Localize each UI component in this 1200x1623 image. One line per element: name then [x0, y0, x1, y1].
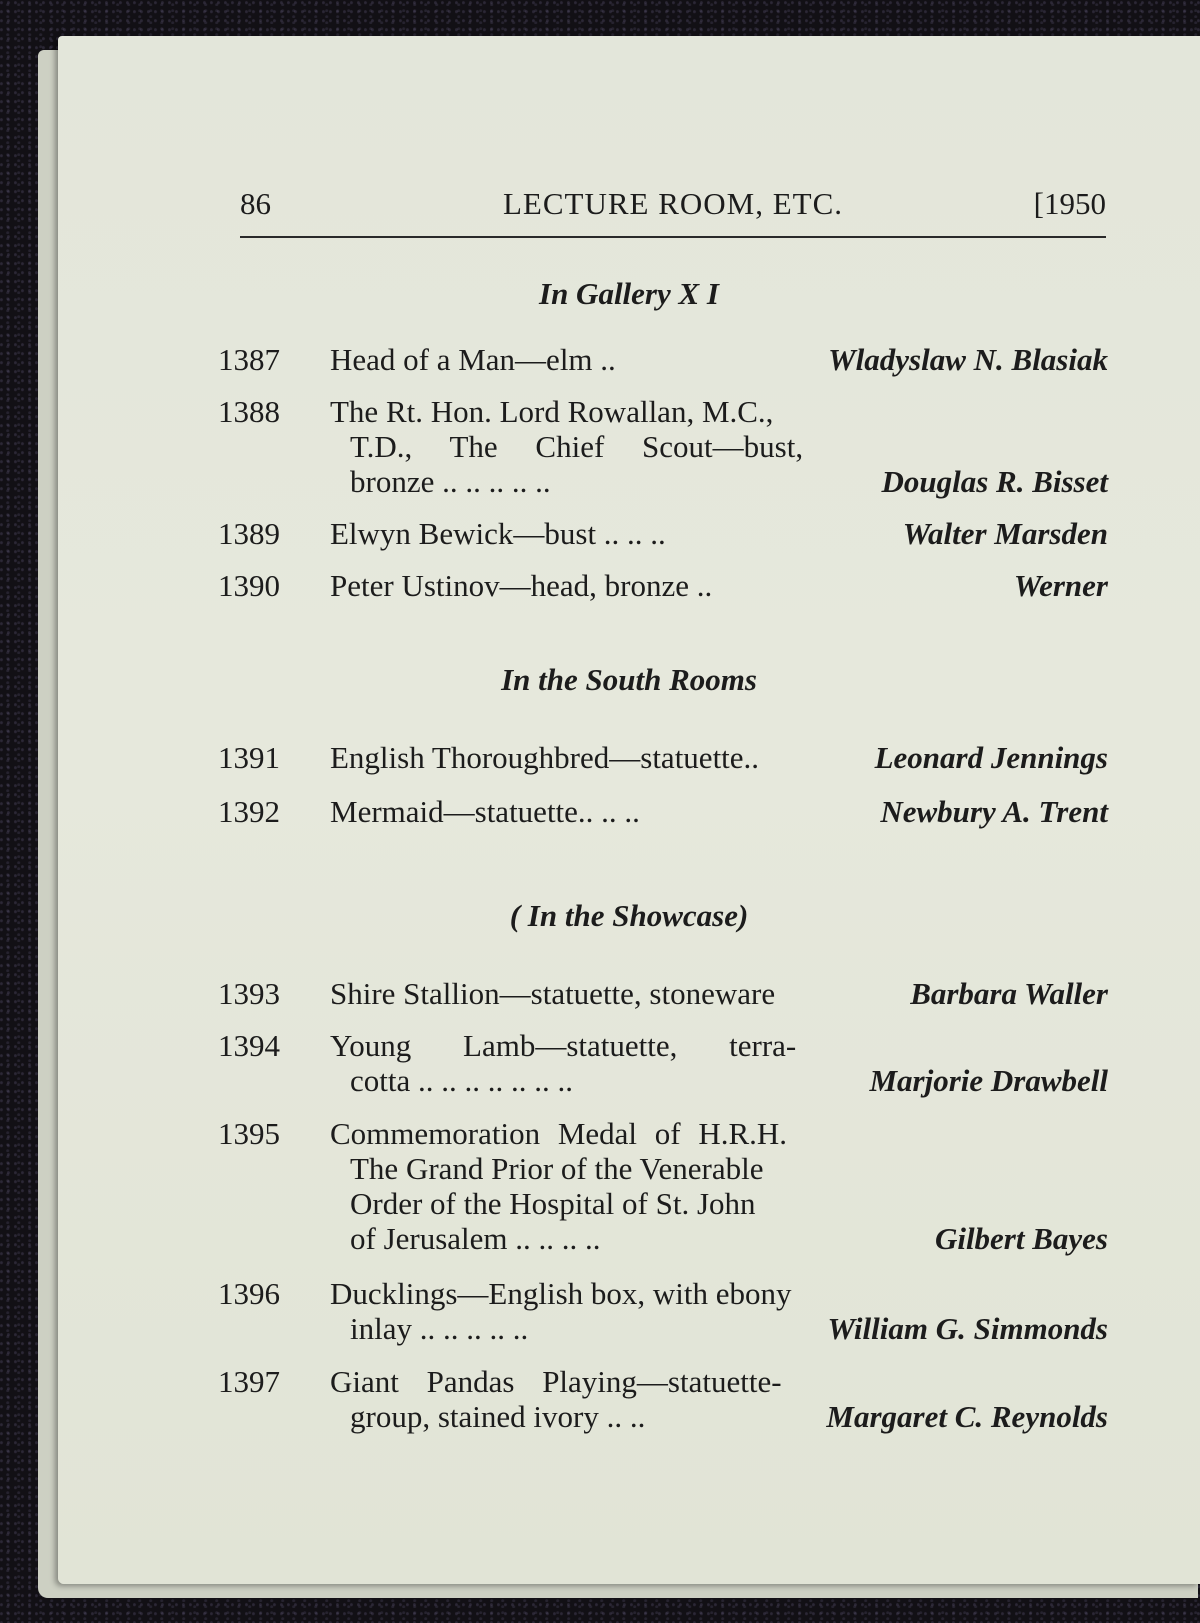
entry-description: of Jerusalem .. .. .. ..: [350, 1221, 601, 1256]
entry-description: Commemoration Medal of H.R.H.: [330, 1116, 788, 1151]
header-year: [1950: [1033, 186, 1106, 221]
entry-description: Head of a Man—elm ..: [330, 342, 616, 377]
section-title-showcase: ( In the Showcase): [509, 898, 749, 933]
entry-artist: Walter Marsden: [902, 516, 1108, 551]
running-head: LECTURE ROOM, ETC.: [502, 186, 844, 221]
catalogue-entry-1394: [218, 1028, 1108, 1098]
entry-description: Young Lamb—statuette, terra-: [330, 1028, 797, 1063]
page-header: [240, 186, 1106, 226]
entry-artist: Newbury A. Trent: [880, 794, 1108, 829]
catalogue-entry-1387: [218, 342, 1108, 377]
entry-artist: Wladyslaw N. Blasiak: [828, 342, 1108, 377]
section-title-gallery-xi: In Gallery X I: [539, 276, 719, 311]
entry-artist: Margaret C. Reynolds: [826, 1399, 1108, 1434]
entry-artist: Werner: [1013, 568, 1108, 603]
entry-number: 1387: [218, 342, 280, 377]
catalogue-entry-1392: [218, 794, 1108, 829]
entry-number: 1392: [218, 794, 280, 829]
entry-description: Elwyn Bewick—bust .. .. ..: [330, 516, 666, 551]
entry-number: 1391: [218, 740, 280, 775]
catalogue-entry-1389: [218, 516, 1108, 551]
entry-number: 1389: [218, 516, 280, 551]
page-number: 86: [240, 186, 271, 221]
entry-number: 1396: [218, 1276, 280, 1311]
entry-description: bronze .. .. .. .. ..: [350, 464, 551, 499]
entry-number: 1395: [218, 1116, 280, 1151]
catalogue-entry-1388: [218, 394, 1108, 499]
entry-number: 1388: [218, 394, 280, 429]
entry-number: 1393: [218, 976, 280, 1011]
catalogue-entry-1391: [218, 740, 1108, 775]
entry-number: 1397: [218, 1364, 280, 1399]
entry-description: Giant Pandas Playing—statuette-: [330, 1364, 782, 1399]
entry-description: cotta .. .. .. .. .. .. ..: [350, 1063, 573, 1098]
entry-description: Peter Ustinov—head, bronze ..: [330, 568, 713, 603]
entry-description: inlay .. .. .. .. ..: [350, 1311, 529, 1346]
catalogue-page: [58, 36, 1200, 1584]
entry-number: 1390: [218, 568, 280, 603]
entry-number: 1394: [218, 1028, 280, 1063]
catalogue-entry-1393: [218, 976, 1108, 1011]
entry-artist: Gilbert Bayes: [934, 1221, 1108, 1256]
catalogue-entry-1395: [218, 1116, 1108, 1256]
section-title-south-rooms: In the South Rooms: [501, 662, 757, 697]
entry-description: Shire Stallion—statuette, stoneware: [330, 976, 776, 1011]
entry-artist: Leonard Jennings: [874, 740, 1108, 775]
catalogue-entry-1390: [218, 568, 1108, 603]
catalogue-entry-1396: [218, 1276, 1108, 1346]
header-rule: [240, 236, 1106, 238]
entry-description: The Rt. Hon. Lord Rowallan, M.C.,: [330, 394, 774, 429]
catalogue-entry-1397: [218, 1364, 1108, 1434]
entry-artist: Douglas R. Bisset: [881, 464, 1108, 499]
entry-description: English Thoroughbred—statuette..: [330, 740, 760, 775]
entry-artist: Barbara Waller: [910, 976, 1108, 1011]
entry-description: T.D., The Chief Scout—bust,: [350, 429, 804, 464]
entry-description: Order of the Hospital of St. John: [350, 1186, 756, 1221]
entry-artist: Marjorie Drawbell: [869, 1063, 1108, 1098]
entry-description: group, stained ivory .. ..: [350, 1399, 646, 1434]
entry-description: The Grand Prior of the Venerable: [350, 1151, 764, 1186]
entry-description: Mermaid—statuette.. .. ..: [330, 794, 640, 829]
entry-artist: William G. Simmonds: [827, 1311, 1108, 1346]
entry-description: Ducklings—English box, with ebony: [330, 1276, 792, 1311]
